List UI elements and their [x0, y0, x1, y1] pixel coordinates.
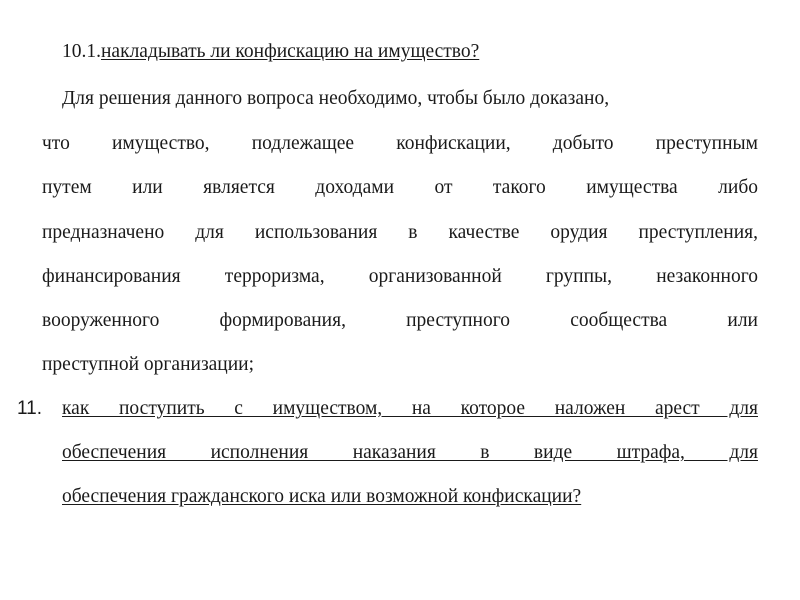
item-11-number: 11.	[17, 398, 43, 419]
item-10-1-number: 10.1.	[62, 41, 101, 62]
item-11-line-1: как поступить с имуществом, на которое наложен арест для	[62, 398, 758, 419]
paragraph-line-4: предназначено для использования в качестве орудия преступления,	[42, 222, 758, 243]
item-10-1-title: накладывать ли конфискацию на имущество?	[101, 41, 480, 62]
item-10-1-heading	[62, 40, 479, 64]
paragraph-line-2: что имущество, подлежащее конфискации, добыто преступным	[42, 133, 758, 154]
item-11-line-3: обеспечения гражданского иска или возможной конфискации?	[62, 486, 582, 507]
paragraph-line-1: Для решения данного вопроса необходимо, чтобы было доказано,	[62, 88, 610, 109]
item-11-line-2: обеспечения исполнения наказания в виде штрафа, для	[62, 442, 758, 463]
paragraph-line-5: финансирования терроризма, организованной группы, незаконного	[42, 266, 758, 287]
paragraph-line-7: преступной организации;	[42, 354, 255, 375]
paragraph-line-3: путем или является доходами от такого имущества либо	[42, 177, 758, 198]
paragraph-line-6: вооруженного формирования, преступного сообщества или	[42, 310, 758, 331]
